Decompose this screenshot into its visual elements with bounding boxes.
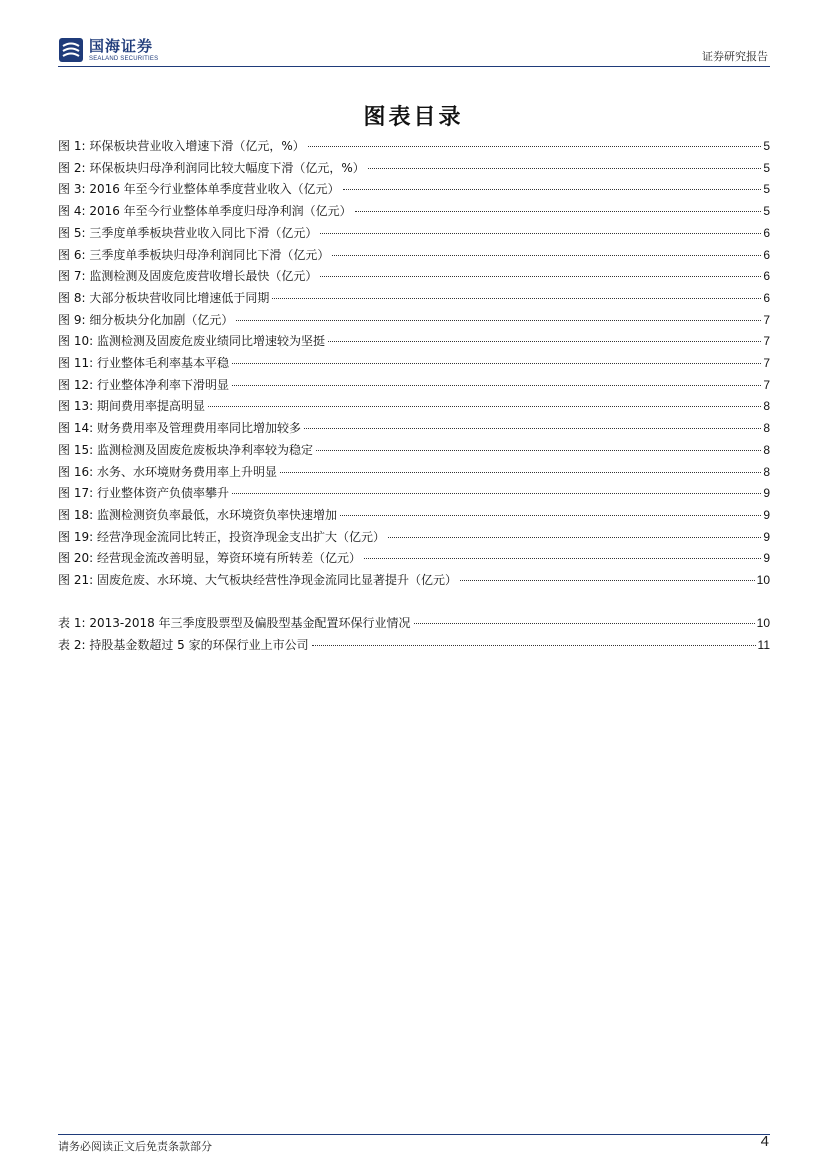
figure-entry[interactable] [58, 289, 770, 307]
entry-label: 图 10: [58, 334, 94, 349]
entry-title: 环保板块归母净利润同比较大幅度下滑（亿元，%） [89, 160, 365, 175]
entry-title: 三季度单季板块归母净利润同比下滑（亿元） [89, 247, 330, 262]
entry-title: 环保板块营业收入增速下滑（亿元，%） [89, 139, 305, 153]
toc-title: 图表目录 [363, 105, 464, 130]
dot-leader [320, 233, 761, 234]
page-header [58, 34, 770, 66]
dot-leader [364, 558, 761, 559]
entry-label: 图 1: [58, 139, 86, 153]
figure-entry[interactable] [58, 419, 770, 437]
entry-page-number: 6 [763, 290, 770, 305]
figure-entry[interactable] [58, 441, 770, 459]
entry-page-number: 6 [763, 269, 770, 284]
table-entry[interactable] [58, 614, 770, 632]
entry-label: 图 21: [58, 573, 94, 587]
entry-title: 2016 年至今行业整体单季度营业收入（亿元） [89, 182, 340, 197]
figure-entry[interactable] [58, 224, 770, 242]
entry-title: 固废危废、水环境、大气板块经营性净现金流同比显著提升（亿元） [96, 573, 457, 587]
entry-page-number: 10 [756, 616, 770, 630]
entry-title: 经营现金流改善明显，筹资环境有所转差（亿元） [96, 551, 361, 566]
entry-page-number: 9 [763, 529, 770, 544]
dot-leader [460, 580, 755, 581]
figure-entry[interactable] [58, 137, 770, 155]
entry-page-number: 11 [757, 637, 770, 652]
figure-entry[interactable] [58, 506, 770, 524]
entry-label: 图 14: [58, 421, 94, 436]
entry-label: 图 17: [58, 486, 94, 501]
entry-page-number: 5 [763, 160, 770, 175]
entry-title: 细分板块分化加剧（亿元） [89, 312, 234, 327]
entry-title: 监测检测及固废危废业绩同比增速较为坚挺 [96, 334, 325, 349]
footer-divider [58, 1134, 770, 1135]
figure-entry[interactable] [58, 397, 770, 415]
entry-title: 2013-2018 年三季度股票型及偏股型基金配置环保行业情况 [89, 616, 411, 630]
entry-title: 经营净现金流同比转正，投资净现金支出扩大（亿元） [96, 529, 385, 544]
entry-page-number: 9 [763, 551, 770, 566]
entry-label: 图 5: [58, 225, 86, 240]
entry-page-number: 7 [763, 356, 770, 370]
dot-leader [312, 645, 756, 646]
entry-label: 图 8: [58, 290, 86, 305]
dot-leader [316, 450, 761, 451]
page-number: 4 [760, 1133, 769, 1150]
entry-label: 表 1: [58, 616, 86, 630]
entry-page-number: 8 [763, 399, 770, 414]
figure-entry[interactable] [58, 332, 770, 350]
table-entry[interactable] [58, 636, 770, 654]
disclaimer-note: 请务必阅读正文后免责条款部分 [58, 1140, 212, 1153]
entry-page-number: 9 [763, 507, 770, 522]
entry-label: 图 13: [58, 399, 94, 414]
entry-page-number: 10 [756, 573, 770, 587]
dot-leader [280, 472, 761, 473]
entry-page-number: 5 [763, 139, 770, 153]
entry-title: 大部分板块营收同比增速低于同期 [89, 290, 270, 305]
dot-leader [304, 428, 761, 429]
figure-entry[interactable] [58, 180, 770, 198]
entry-title: 财务费用率及管理费用率同比增加较多 [96, 421, 301, 436]
dot-leader [272, 298, 761, 299]
dot-leader [355, 211, 762, 212]
entry-label: 图 12: [58, 377, 94, 392]
dot-leader [320, 276, 761, 277]
entry-title: 2016 年至今行业整体单季度归母净利润（亿元） [89, 204, 352, 219]
dot-leader [328, 341, 761, 342]
entry-page-number: 6 [763, 247, 770, 262]
logo-chinese-name: 国海证券 [89, 36, 154, 55]
figure-entry[interactable] [58, 376, 770, 394]
entry-page-number: 5 [763, 204, 770, 219]
entry-title: 期间费用率提高明显 [96, 399, 205, 414]
figure-entry[interactable] [58, 571, 770, 589]
entry-label: 图 20: [58, 551, 94, 566]
entry-title: 监测检测及固废危废板块净利率较为稳定 [96, 442, 313, 457]
entry-label: 图 2: [58, 160, 86, 175]
dot-leader [388, 537, 761, 538]
figure-entry[interactable] [58, 354, 770, 372]
entry-page-number: 8 [763, 442, 770, 457]
entry-label: 图 4: [58, 204, 86, 219]
dot-leader [368, 168, 762, 169]
header-divider [58, 66, 770, 67]
figure-entry[interactable] [58, 528, 770, 546]
entry-label: 图 16: [58, 464, 94, 479]
entry-title: 监测检测及固废危废营收增长最快（亿元） [89, 269, 318, 284]
figure-entry[interactable] [58, 311, 770, 329]
company-logo [58, 36, 158, 64]
dot-leader [340, 515, 761, 516]
dot-leader [308, 146, 762, 147]
sealand-logo-icon [58, 37, 84, 63]
entry-label: 图 11: [58, 356, 94, 370]
dot-leader [332, 255, 761, 256]
entry-title: 监测检测资负率最低，水环境资负率快速增加 [96, 507, 337, 522]
entry-page-number: 5 [763, 182, 770, 197]
entry-page-number: 6 [763, 225, 770, 240]
dot-leader [343, 189, 762, 190]
figure-entry[interactable] [58, 463, 770, 481]
entry-label: 图 9: [58, 312, 86, 327]
dot-leader [232, 493, 761, 494]
entry-title: 行业整体净利率下滑明显 [96, 377, 229, 392]
dot-leader [236, 320, 761, 321]
entry-label: 图 3: [58, 182, 86, 197]
entry-label: 表 2: [58, 637, 86, 652]
entry-label: 图 19: [58, 529, 94, 544]
figure-entry[interactable] [58, 549, 770, 567]
figure-entry[interactable] [58, 484, 770, 502]
entry-title: 行业整体毛利率基本平稳 [96, 356, 229, 370]
dot-leader [232, 385, 761, 386]
figure-entry[interactable] [58, 202, 770, 220]
entry-label: 图 18: [58, 507, 94, 522]
entry-title: 三季度单季板块营业收入同比下滑（亿元） [89, 225, 318, 240]
figure-entry[interactable] [58, 159, 770, 177]
dot-leader [208, 406, 761, 407]
entry-title: 持股基金数超过 5 家的环保行业上市公司 [89, 637, 309, 652]
entry-title: 水务、水环境财务费用率上升明显 [96, 464, 277, 479]
report-type-label: 证券研究报告 [702, 50, 768, 63]
entry-label: 图 15: [58, 442, 94, 457]
entry-page-number: 7 [763, 312, 770, 327]
figure-entry[interactable] [58, 267, 770, 285]
entry-page-number: 9 [763, 486, 770, 501]
dot-leader [232, 363, 761, 364]
entry-page-number: 7 [763, 334, 770, 349]
figure-entry[interactable] [58, 246, 770, 264]
entry-page-number: 8 [763, 464, 770, 479]
entry-page-number: 7 [763, 377, 770, 392]
logo-english-name: SEALAND SECURITIES [89, 55, 159, 62]
entry-label: 图 6: [58, 247, 86, 262]
entry-page-number: 8 [763, 421, 770, 436]
entry-label: 图 7: [58, 269, 86, 284]
entry-title: 行业整体资产负债率攀升 [96, 486, 229, 501]
dot-leader [414, 623, 755, 624]
